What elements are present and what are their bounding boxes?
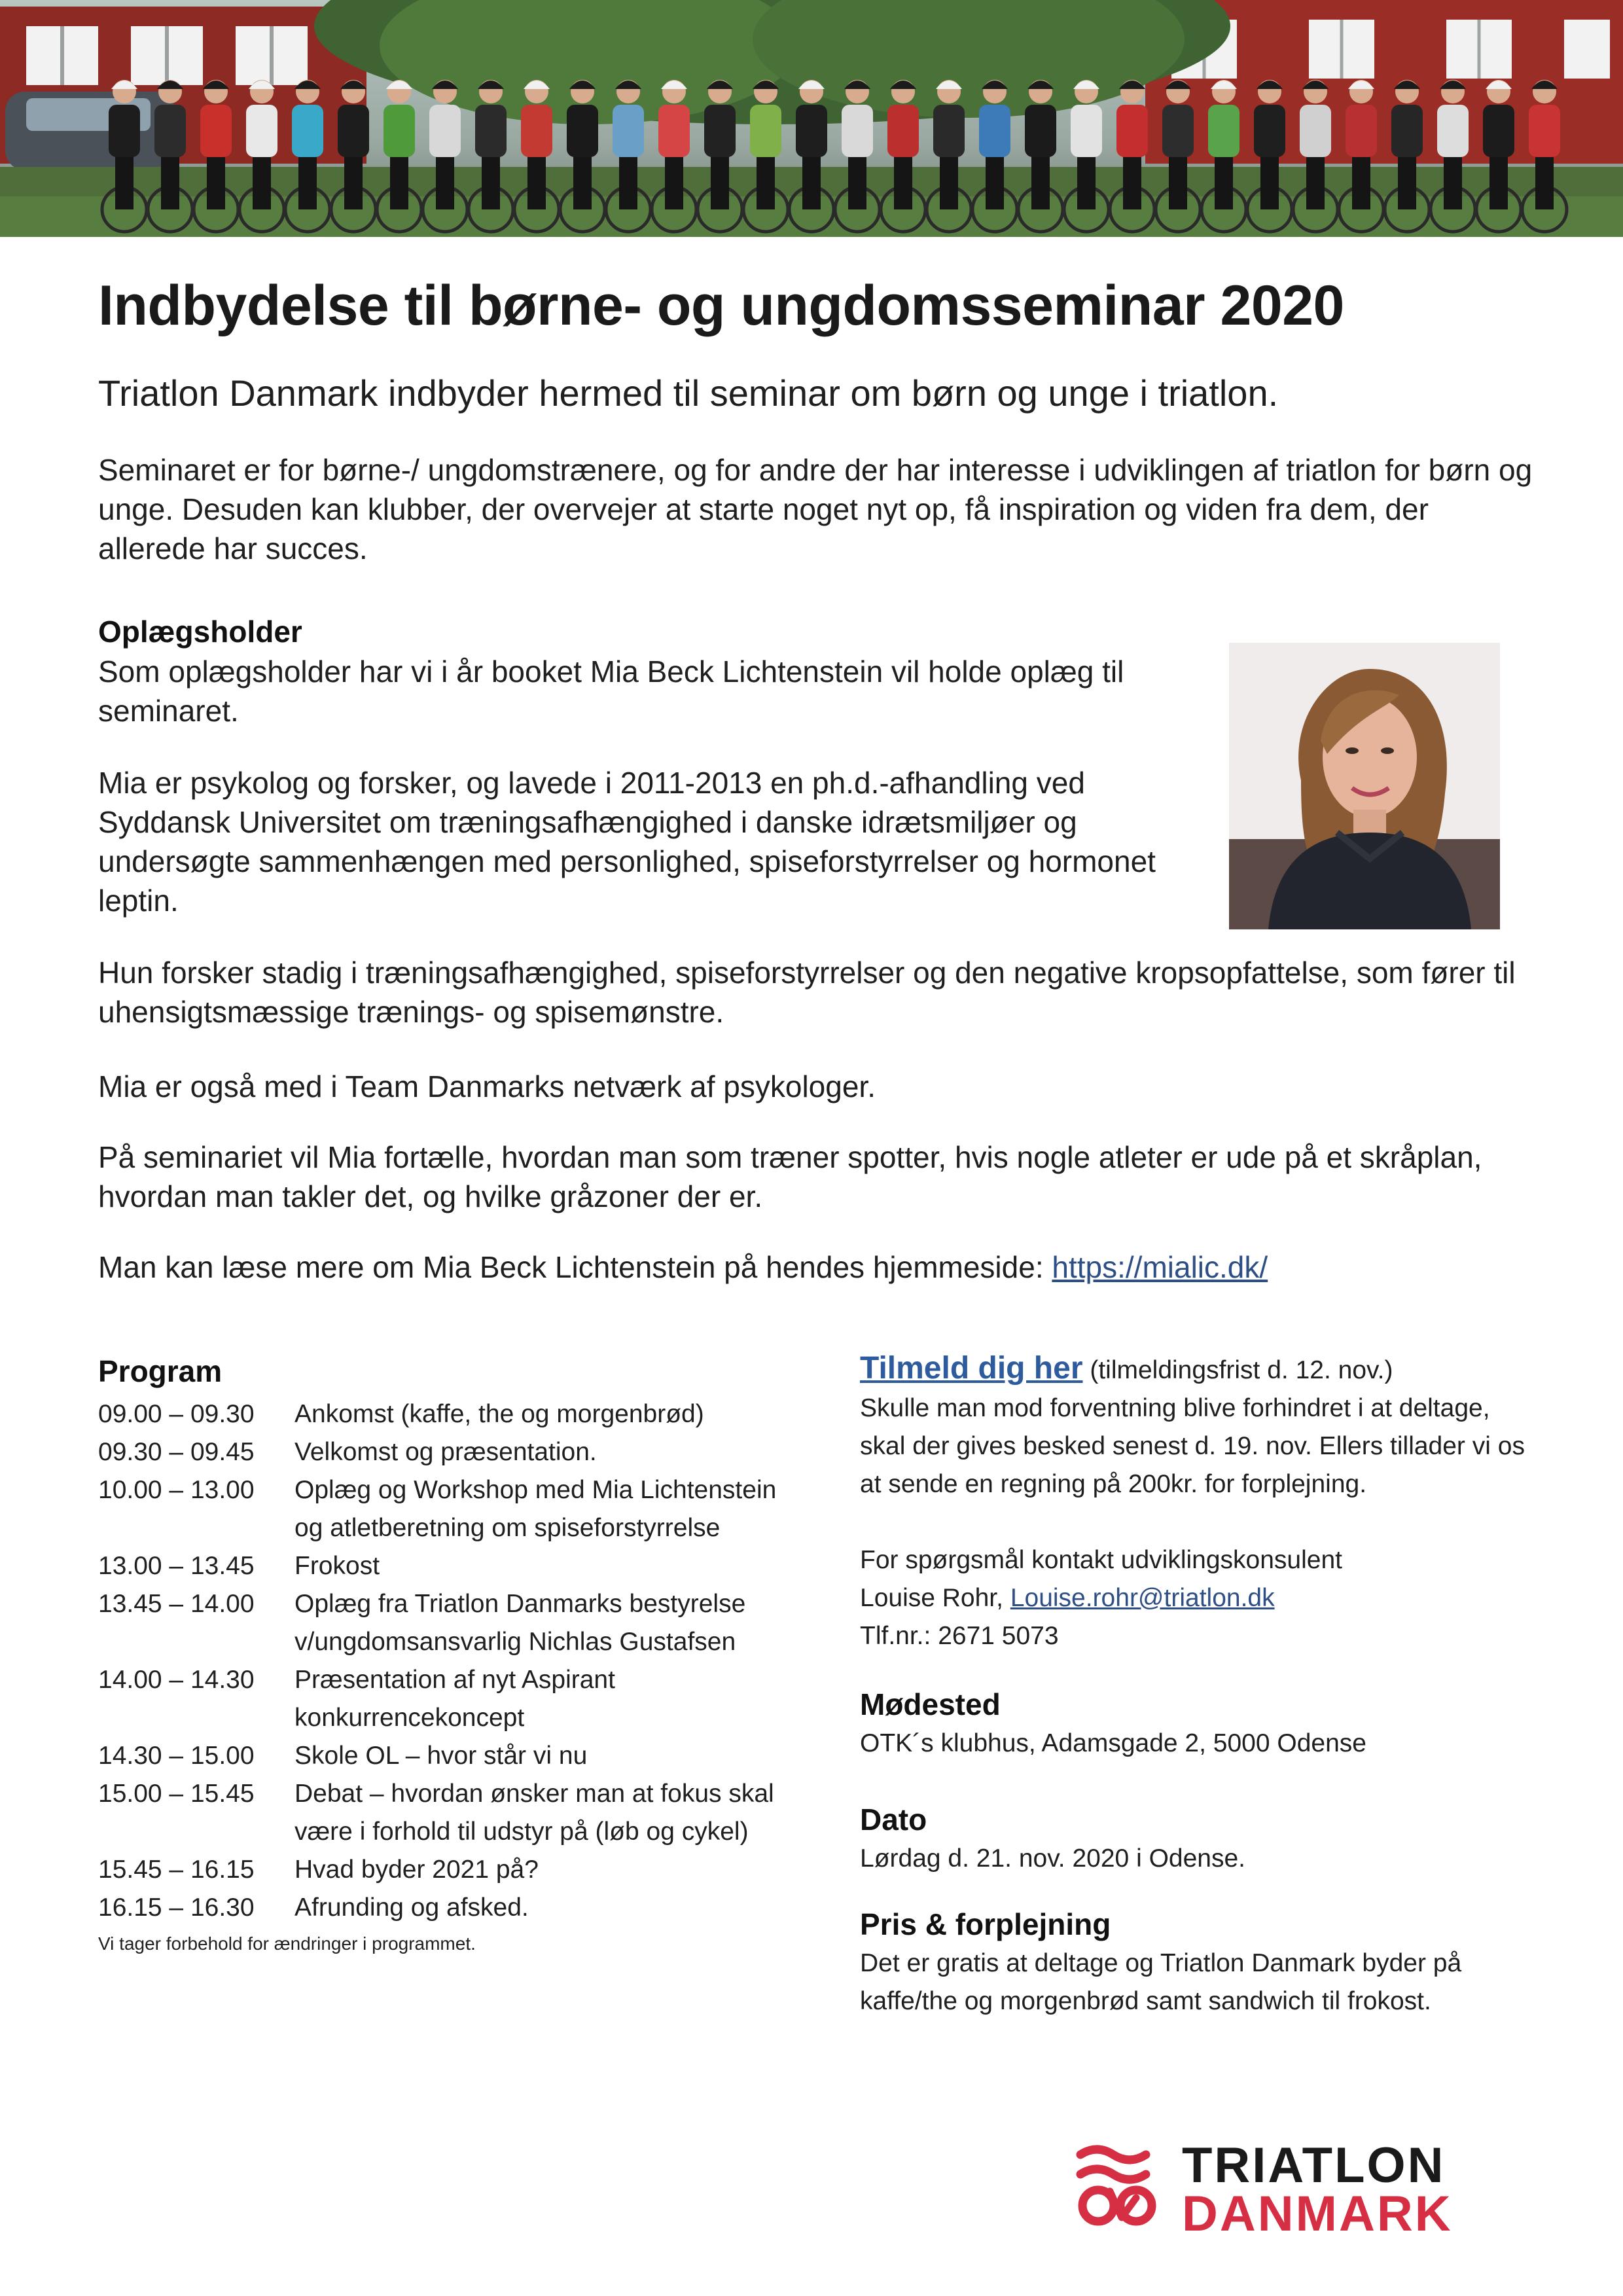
page-subtitle: Triatlon Danmark indbyder hermed til seminar om børn og unge i triatlon. — [98, 372, 1279, 414]
program-row — [98, 1547, 838, 1585]
page-title: Indbydelse til børne- og ungdomsseminar 2020 — [98, 274, 1344, 337]
program-time: 16.15 – 16.30 — [98, 1893, 255, 1922]
contact-person — [860, 1579, 1541, 1617]
contact-name: Louise Rohr, — [860, 1584, 1010, 1612]
program-time: 09.30 – 09.45 — [98, 1438, 255, 1466]
program-row — [98, 1889, 838, 1927]
logo-wordmark — [1182, 2138, 1453, 2242]
contact-phone: Tlf.nr.: 2671 5073 — [860, 1622, 1059, 1650]
program-row — [98, 1433, 838, 1471]
program-note: Vi tager forbehold for ændringer i programmet. — [98, 1933, 476, 1954]
program-desc: Ankomst (kaffe, the og morgenbrød) — [294, 1400, 704, 1428]
program-desc: Skole OL – hvor står vi nu — [294, 1742, 588, 1770]
program-desc: Hvad byder 2021 på? — [294, 1856, 539, 1884]
program-time: 15.45 – 16.15 — [98, 1856, 255, 1884]
speaker-portrait — [1229, 643, 1500, 929]
program-desc: Afrunding og afsked. — [294, 1893, 529, 1922]
program-desc: Debat – hvordan ønsker man at fokus skal være i forhold til udstyr på (løb og cykel) — [294, 1780, 774, 1846]
program-row — [98, 1585, 838, 1661]
program-time: 14.30 – 15.00 — [98, 1742, 255, 1770]
speaker-heading: Oplægsholder — [98, 615, 302, 649]
speaker-paragraph-2: Mia er psykolog og forsker, og lavede i 2011-2013 en ph.d.-afhandling ved Syddansk Universitet om træningsafhængighed i danske idrætsmiljøer og undersøgte sammenhængen med personlighed, spiseforstyrrelser og hormonet leptin. — [98, 766, 1156, 918]
contact-line: For spørgsmål kontakt udviklingskonsulent — [860, 1546, 1342, 1574]
speaker-paragraph-4: Mia er også med i Team Danmarks netværk af psykologer. — [98, 1069, 876, 1103]
speaker-paragraph-5: På seminariet vil Mia fortælle, hvordan man som træner spotter, hvis nogle atleter er ude på et skråplan, hvordan man takler det, og hvilke gråzoner der er. — [98, 1140, 1482, 1213]
program-row — [98, 1661, 838, 1737]
triatlon-danmark-logo-icon — [1071, 2140, 1169, 2238]
price-heading: Pris & forplejning — [860, 1907, 1111, 1941]
header-photo — [0, 0, 1623, 237]
speaker-paragraph-3: Hun forsker stadig i træningsafhængighed, spiseforstyrrelser og den negative kropsopfattelse, som fører til uhensigtsmæssige trænings- og spisemønstre. — [98, 956, 1516, 1029]
program-time: 13.00 – 13.45 — [98, 1552, 255, 1580]
venue-text: OTK´s klubhus, Adamsgade 2, 5000 Odense — [860, 1729, 1366, 1757]
program-heading: Program — [98, 1354, 223, 1388]
website-intro-text: Man kan læse mere om Mia Beck Lichtenstein på hendes hjemmeside: — [98, 1250, 1052, 1284]
signup-text: Skulle man mod forventning blive forhindret i at deltage, skal der gives besked senest d. 19. nov. Ellers tillader vi os at sende en regning på 200kr. for forplejning. — [860, 1394, 1525, 1498]
price-text: Det er gratis at deltage og Triatlon Danmark byder på kaffe/the og morgenbrød samt sandwich til frokost. — [860, 1949, 1462, 2015]
logo-line-2: DANMARK — [1182, 2186, 1453, 2242]
contact-email-link[interactable]: Louise.rohr@triatlon.dk — [1010, 1584, 1275, 1612]
speaker-paragraph-6 — [98, 1247, 1551, 1287]
website-link[interactable]: https://mialic.dk/ — [1052, 1250, 1268, 1284]
venue-heading: Mødested — [860, 1687, 1001, 1721]
program-time: 15.00 – 15.45 — [98, 1780, 255, 1808]
logo-line-1: TRIATLON — [1182, 2138, 1446, 2193]
program-row — [98, 1737, 838, 1775]
signup-link[interactable]: Tilmeld dig her — [860, 1351, 1083, 1386]
program-desc: Oplæg og Workshop med Mia Lichtenstein og atletberetning om spiseforstyrrelse — [294, 1476, 777, 1542]
program-row — [98, 1395, 838, 1433]
intro-paragraph: Seminaret er for børne-/ ungdomstrænere, og for andre der har interesse i udviklingen af triatlon for børn og unge. Desuden kan klubber, der overvejer at starte noget nyt op, få inspiration og viden fra dem, der allerede har succes. — [98, 453, 1533, 565]
speaker-paragraph-1: Som oplægsholder har vi i år booket Mia Beck Lichtenstein vil holde oplæg til seminaret. — [98, 655, 1124, 728]
group-of-cyclists-photo — [0, 0, 1623, 237]
program-row — [98, 1851, 838, 1889]
program-time: 09.00 – 09.30 — [98, 1400, 255, 1428]
date-text: Lørdag d. 21. nov. 2020 i Odense. — [860, 1844, 1245, 1873]
program-desc: Præsentation af nyt Aspirant konkurrencekoncept — [294, 1666, 615, 1732]
program-desc: Frokost — [294, 1552, 380, 1580]
program-time: 10.00 – 13.00 — [98, 1476, 255, 1504]
program-desc: Oplæg fra Triatlon Danmarks bestyrelse v/ungdomsansvarlig Nichlas Gustafsen — [294, 1590, 746, 1656]
triatlon-danmark-logo — [1071, 2138, 1529, 2242]
program-row — [98, 1471, 838, 1547]
program-section — [98, 1354, 838, 1957]
program-row — [98, 1775, 838, 1851]
info-column — [860, 1350, 1541, 2020]
program-time: 14.00 – 14.30 — [98, 1666, 255, 1694]
date-heading: Dato — [860, 1803, 927, 1837]
speaker-portrait-photo — [1229, 643, 1500, 929]
program-desc: Velkomst og præsentation. — [294, 1438, 597, 1466]
signup-deadline: (tilmeldingsfrist d. 12. nov.) — [1082, 1356, 1393, 1384]
program-time: 13.45 – 14.00 — [98, 1590, 255, 1618]
signup-line — [860, 1350, 1541, 1390]
